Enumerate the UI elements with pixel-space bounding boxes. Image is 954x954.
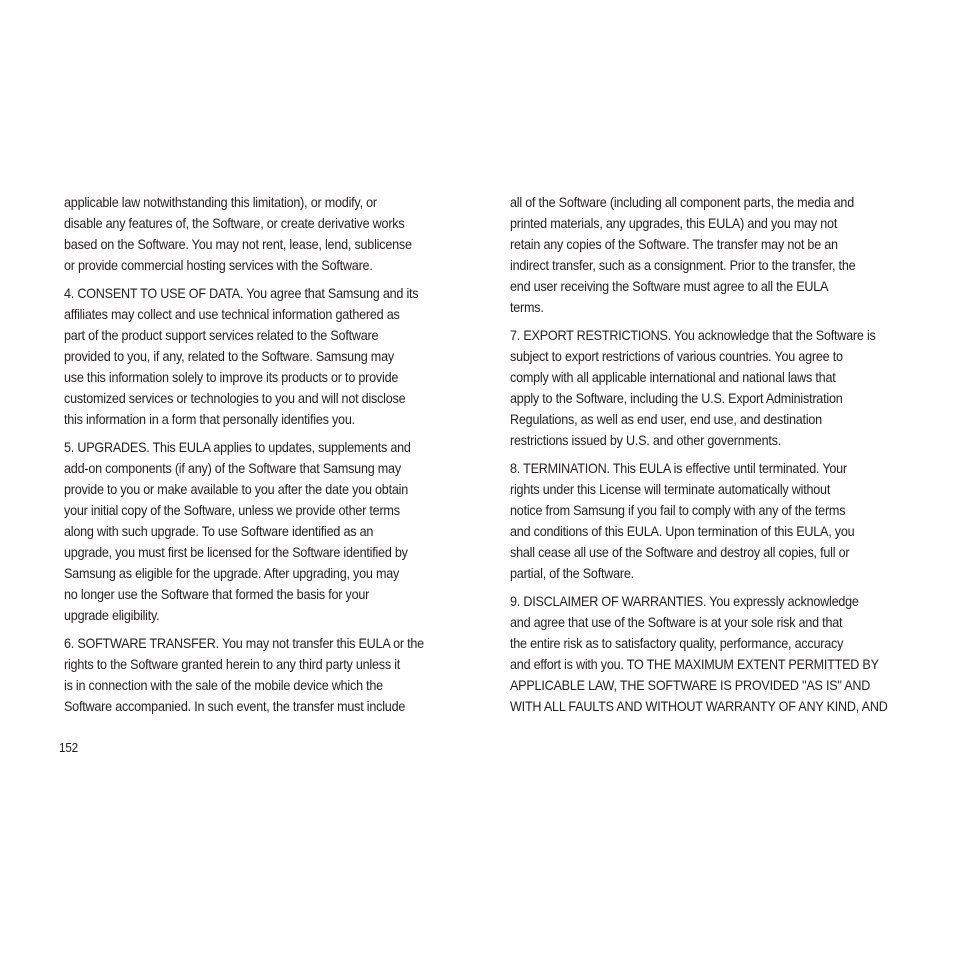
text-line: 6. SOFTWARE TRANSFER. You may not transfer this EULA or the bbox=[64, 635, 424, 651]
text-line: affiliates may collect and use technical information gathered as bbox=[64, 306, 400, 322]
text-line: subject to export restrictions of various countries. You agree to bbox=[510, 348, 843, 364]
text-line: and agree that use of the Software is at your sole risk and that bbox=[510, 614, 843, 630]
text-line: your initial copy of the Software, unless we provide other terms bbox=[64, 502, 400, 518]
paragraph-software-transfer bbox=[64, 633, 458, 717]
text-line: the entire risk as to satisfactory quality, performance, accuracy bbox=[510, 635, 844, 651]
text-line: restrictions issued by U.S. and other governments. bbox=[510, 432, 781, 448]
text-line: disable any features of, the Software, or create derivative works bbox=[64, 215, 405, 231]
text-line: and conditions of this EULA. Upon termination of this EULA, you bbox=[510, 523, 855, 539]
text-line: part of the product support services related to the Software bbox=[64, 327, 379, 343]
paragraph-transfer-continued bbox=[510, 192, 908, 318]
text-line: notice from Samsung if you fail to comply with any of the terms bbox=[510, 502, 846, 518]
paragraph-upgrades bbox=[64, 437, 458, 626]
text-line: terms. bbox=[510, 299, 544, 315]
text-line: use this information solely to improve its products or to provide bbox=[64, 369, 399, 385]
text-line: or provide commercial hosting services with the Software. bbox=[64, 257, 373, 273]
text-line: shall cease all use of the Software and destroy all copies, full or bbox=[510, 544, 850, 560]
text-line: Samsung as eligible for the upgrade. After upgrading, you may bbox=[64, 565, 400, 581]
text-line: all of the Software (including all component parts, the media and bbox=[510, 194, 854, 210]
text-line: add-on components (if any) of the Software that Samsung may bbox=[64, 460, 401, 476]
text-line: printed materials, any upgrades, this EULA) and you may not bbox=[510, 215, 838, 231]
text-line: retain any copies of the Software. The transfer may not be an bbox=[510, 236, 838, 252]
left-column bbox=[64, 192, 458, 724]
page-number: 152 bbox=[59, 740, 78, 755]
text-line: Software accompanied. In such event, the transfer must include bbox=[64, 698, 406, 714]
text-line: 8. TERMINATION. This EULA is effective until terminated. Your bbox=[510, 460, 847, 476]
paragraph-termination bbox=[510, 458, 908, 584]
text-line: is in connection with the sale of the mobile device which the bbox=[64, 677, 383, 693]
text-line: apply to the Software, including the U.S. Export Administration bbox=[510, 390, 843, 406]
right-column bbox=[510, 192, 908, 724]
text-line: end user receiving the Software must agree to all the EULA bbox=[510, 278, 829, 294]
text-line: 9. DISCLAIMER OF WARRANTIES. You expressly acknowledge bbox=[510, 593, 859, 609]
text-line: APPLICABLE LAW, THE SOFTWARE IS PROVIDED "AS IS" AND bbox=[510, 677, 871, 693]
text-line: provided to you, if any, related to the Software. Samsung may bbox=[64, 348, 394, 364]
text-line: upgrade, you must first be licensed for the Software identified by bbox=[64, 544, 408, 560]
text-line: along with such upgrade. To use Software identified as an bbox=[64, 523, 374, 539]
text-line: based on the Software. You may not rent, lease, lend, sublicense bbox=[64, 236, 412, 252]
paragraph-consent-to-use-of-data bbox=[64, 283, 458, 430]
text-line: partial, of the Software. bbox=[510, 565, 634, 581]
text-line: applicable law notwithstanding this limitation), or modify, or bbox=[64, 194, 377, 210]
paragraph-disclaimer-of-warranties bbox=[510, 591, 908, 717]
text-line: and effort is with you. TO THE MAXIMUM EXTENT PERMITTED BY bbox=[510, 656, 879, 672]
text-line: provide to you or make available to you after the date you obtain bbox=[64, 481, 409, 497]
text-line: 4. CONSENT TO USE OF DATA. You agree that Samsung and its bbox=[64, 285, 419, 301]
text-line: 7. EXPORT RESTRICTIONS. You acknowledge that the Software is bbox=[510, 327, 876, 343]
paragraph-export-restrictions bbox=[510, 325, 908, 451]
text-line: indirect transfer, such as a consignment. Prior to the transfer, the bbox=[510, 257, 856, 273]
text-line: Regulations, as well as end user, end use, and destination bbox=[510, 411, 822, 427]
text-line: no longer use the Software that formed the basis for your bbox=[64, 586, 370, 602]
paragraph-restrictions-continued bbox=[64, 192, 458, 276]
text-line: comply with all applicable international and national laws that bbox=[510, 369, 836, 385]
text-line: rights under this License will terminate automatically without bbox=[510, 481, 831, 497]
text-line: upgrade eligibility. bbox=[64, 607, 160, 623]
text-line: 5. UPGRADES. This EULA applies to updates, supplements and bbox=[64, 439, 411, 455]
text-line: customized services or technologies to you and will not disclose bbox=[64, 390, 406, 406]
text-line: this information in a form that personally identifies you. bbox=[64, 411, 355, 427]
text-line: WITH ALL FAULTS AND WITHOUT WARRANTY OF ANY KIND, AND bbox=[510, 698, 888, 714]
text-line: rights to the Software granted herein to any third party unless it bbox=[64, 656, 401, 672]
